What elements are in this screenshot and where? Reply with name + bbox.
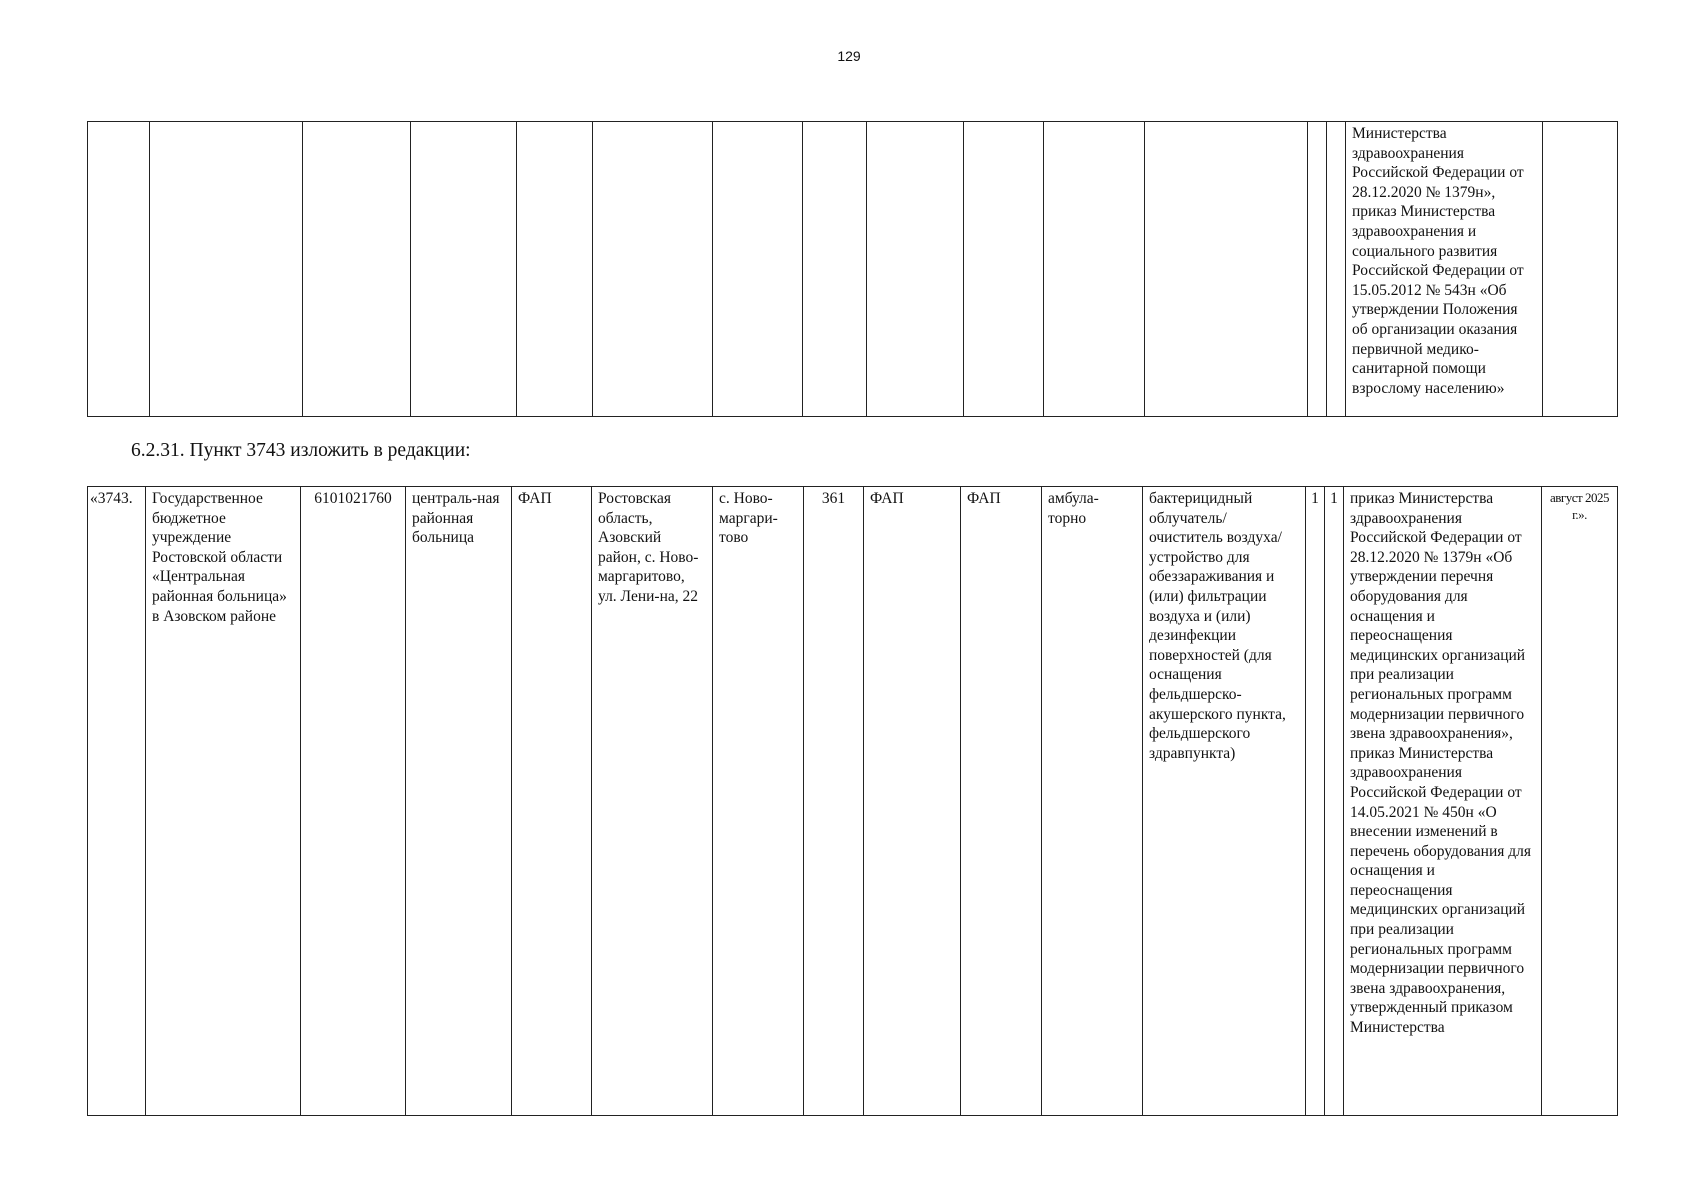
table-cell	[303, 122, 411, 417]
continuation-table	[87, 121, 1618, 417]
amendment-paragraph: 6.2.31. Пункт 3743 изложить в редакции:	[131, 440, 471, 461]
table-cell	[1327, 122, 1346, 417]
deadline-cell: август 2025 г.».	[1542, 487, 1618, 1116]
table-cell	[150, 122, 303, 417]
amendment-table	[87, 486, 1618, 1116]
table-cell	[867, 122, 964, 417]
table-cell	[1044, 122, 1145, 417]
care-form-cell: амбула-торно	[1042, 487, 1143, 1116]
code-cell: 361	[804, 487, 864, 1116]
facility-cell: ФАП	[961, 487, 1042, 1116]
address-cell: Ростовская область, Азовский район, с. Ново-маргаритово, ул. Лени-на, 22	[592, 487, 713, 1116]
table-cell	[88, 122, 150, 417]
row-number-cell: «3743.	[88, 487, 146, 1116]
org-type-cell: централь-ная районная больница	[406, 487, 512, 1116]
page-number: 129	[837, 48, 861, 64]
table-row	[88, 487, 1618, 1116]
legal-basis-cell: Министерства здравоохранения Российской Федерации от 28.12.2020 № 1379н», приказ Министерства здравоохранения и социального развития Российской Федерации от 15.05.2012 № 543н «Об утверждении Положения об организации оказания первичной медико-санитарной помощи взрослому населению»	[1346, 122, 1543, 417]
table-row	[88, 122, 1618, 417]
table-cell	[411, 122, 517, 417]
table-cell	[713, 122, 803, 417]
institution-cell: Государственное бюджетное учреждение Ростовской области «Центральная районная больница» в Азовском районе	[146, 487, 301, 1116]
table-cell	[517, 122, 593, 417]
table-cell	[1543, 122, 1618, 417]
facility-cell: ФАП	[864, 487, 961, 1116]
table-cell	[1308, 122, 1327, 417]
unit-type-cell: ФАП	[512, 487, 592, 1116]
quantity-cell: 1	[1306, 487, 1325, 1116]
legal-basis-cell: приказ Министерства здравоохранения Российской Федерации от 28.12.2020 № 1379н «Об утверждении перечня оборудования для оснащения и переоснащения медицинских организаций при реализации региональных программ модернизации первичного звена здравоохранения», приказ Министерства здравоохранения Российской Федерации от 14.05.2021 № 450н «О внесении изменений в перечень оборудования для оснащения и переоснащения медицинских организаций при реализации региональных программ модернизации первичного звена здравоохранения, утвержденный приказом Министерства	[1344, 487, 1542, 1116]
table-cell	[593, 122, 713, 417]
table-cell	[964, 122, 1044, 417]
inn-cell: 6101021760	[301, 487, 406, 1116]
locality-cell: с. Ново-маргари-тово	[713, 487, 804, 1116]
quantity-cell: 1	[1325, 487, 1344, 1116]
table-cell	[803, 122, 867, 417]
table-cell	[1145, 122, 1308, 417]
equipment-cell: бактерицидный облучатель/ очиститель воздуха/ устройство для обеззараживания и (или) фильтрации воздуха и (или) дезинфекции поверхностей (для оснащения фельдшерско-акушерского пункта, фельдшерского здравпункта)	[1143, 487, 1306, 1116]
